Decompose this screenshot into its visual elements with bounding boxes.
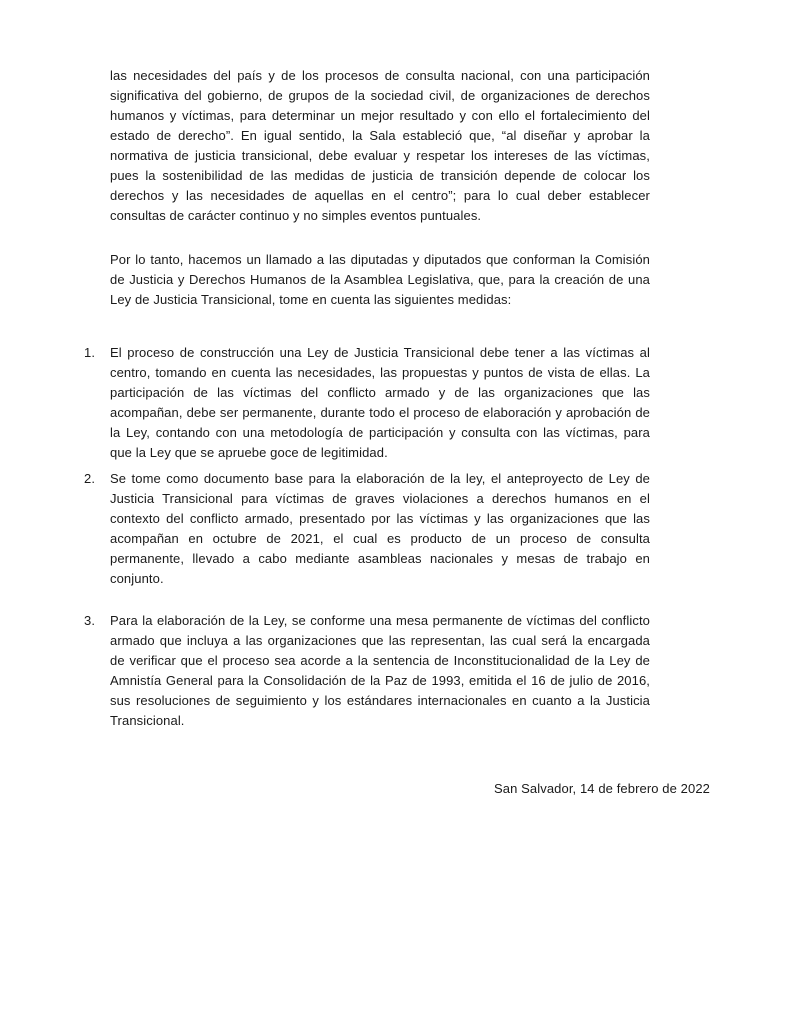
dateline-row (110, 779, 710, 799)
paragraph-continuation: las necesidades del país y de los procesos de consulta nacional, con una participación significativa del gobierno, de grupos de la sociedad civil, de organizaciones de derechos humanos y víctimas, para determinar un mejor resultado y con ello el fortalecimiento del estado de derecho”. En igual sentido, la Sala estableció que, “al diseñar y aprobar la normativa de justicia transicional, debe evaluar y respetar los intereses de las víctimas, pues la sostenibilidad de las medidas de justicia de transición depende de colocar los derechos y las necesidades de aquellas en el centro”; para lo cual deber establecer consultas de carácter continuo y no simples eventos puntuales. (110, 68, 650, 223)
numbered-list (84, 343, 650, 731)
list-item-number: 3. (84, 613, 96, 628)
list-item-text: Para la elaboración de la Ley, se conforme una mesa permanente de víctimas del conflicto armado que incluya a las organizaciones que las representan, las cual será la encargada de verificar que el proceso sea acorde a la sentencia de Inconstitucionalidad de la Ley de Amnistía General para la Consolidación de la Paz de 1993, emitida el 16 de julio de 2016, sus resoluciones de seguimiento y los estándares internacionales en cuanto a la Justicia Transicional. (110, 613, 650, 728)
list-item (84, 611, 650, 731)
document-body (84, 66, 710, 799)
list-item-text: Se tome como documento base para la elaboración de la ley, el anteproyecto de Ley de Justicia Transicional para víctimas de graves violaciones a derechos humanos en el contexto del conflicto armado, presentado por las víctimas y las organizaciones que las acompañan en octubre de 2021, el cual es producto de un proceso de consulta permanente, llevado a cabo mediante asambleas nacionales y mesas de trabajo en conjunto. (110, 471, 650, 586)
paragraph-call-to-legislators: Por lo tanto, hacemos un llamado a las diputadas y diputados que conforman la Comisión de Justicia y Derechos Humanos de la Asamblea Legislativa, que, para la creación de una Ley de Justicia Transicional, tome en cuenta las siguientes medidas: (110, 252, 650, 307)
list-item-number: 1. (84, 345, 96, 360)
dateline: San Salvador, 14 de febrero de 2022 (494, 781, 710, 796)
list-item (84, 343, 650, 463)
list-item-text: El proceso de construcción una Ley de Justicia Transicional debe tener a las víctimas al centro, tomando en cuenta las necesidades, las propuestas y puntos de vista de ellas. La participación de las víctimas del conflicto armado y de las organizaciones que las acompañan, debe ser permanente, durante todo el proceso de elaboración y aprobación de la Ley, contando con una metodología de participación y consulta con las víctimas, para que la Ley que se apruebe goce de legitimidad. (110, 345, 650, 460)
list-item-number: 2. (84, 471, 96, 486)
list-item (84, 469, 650, 589)
